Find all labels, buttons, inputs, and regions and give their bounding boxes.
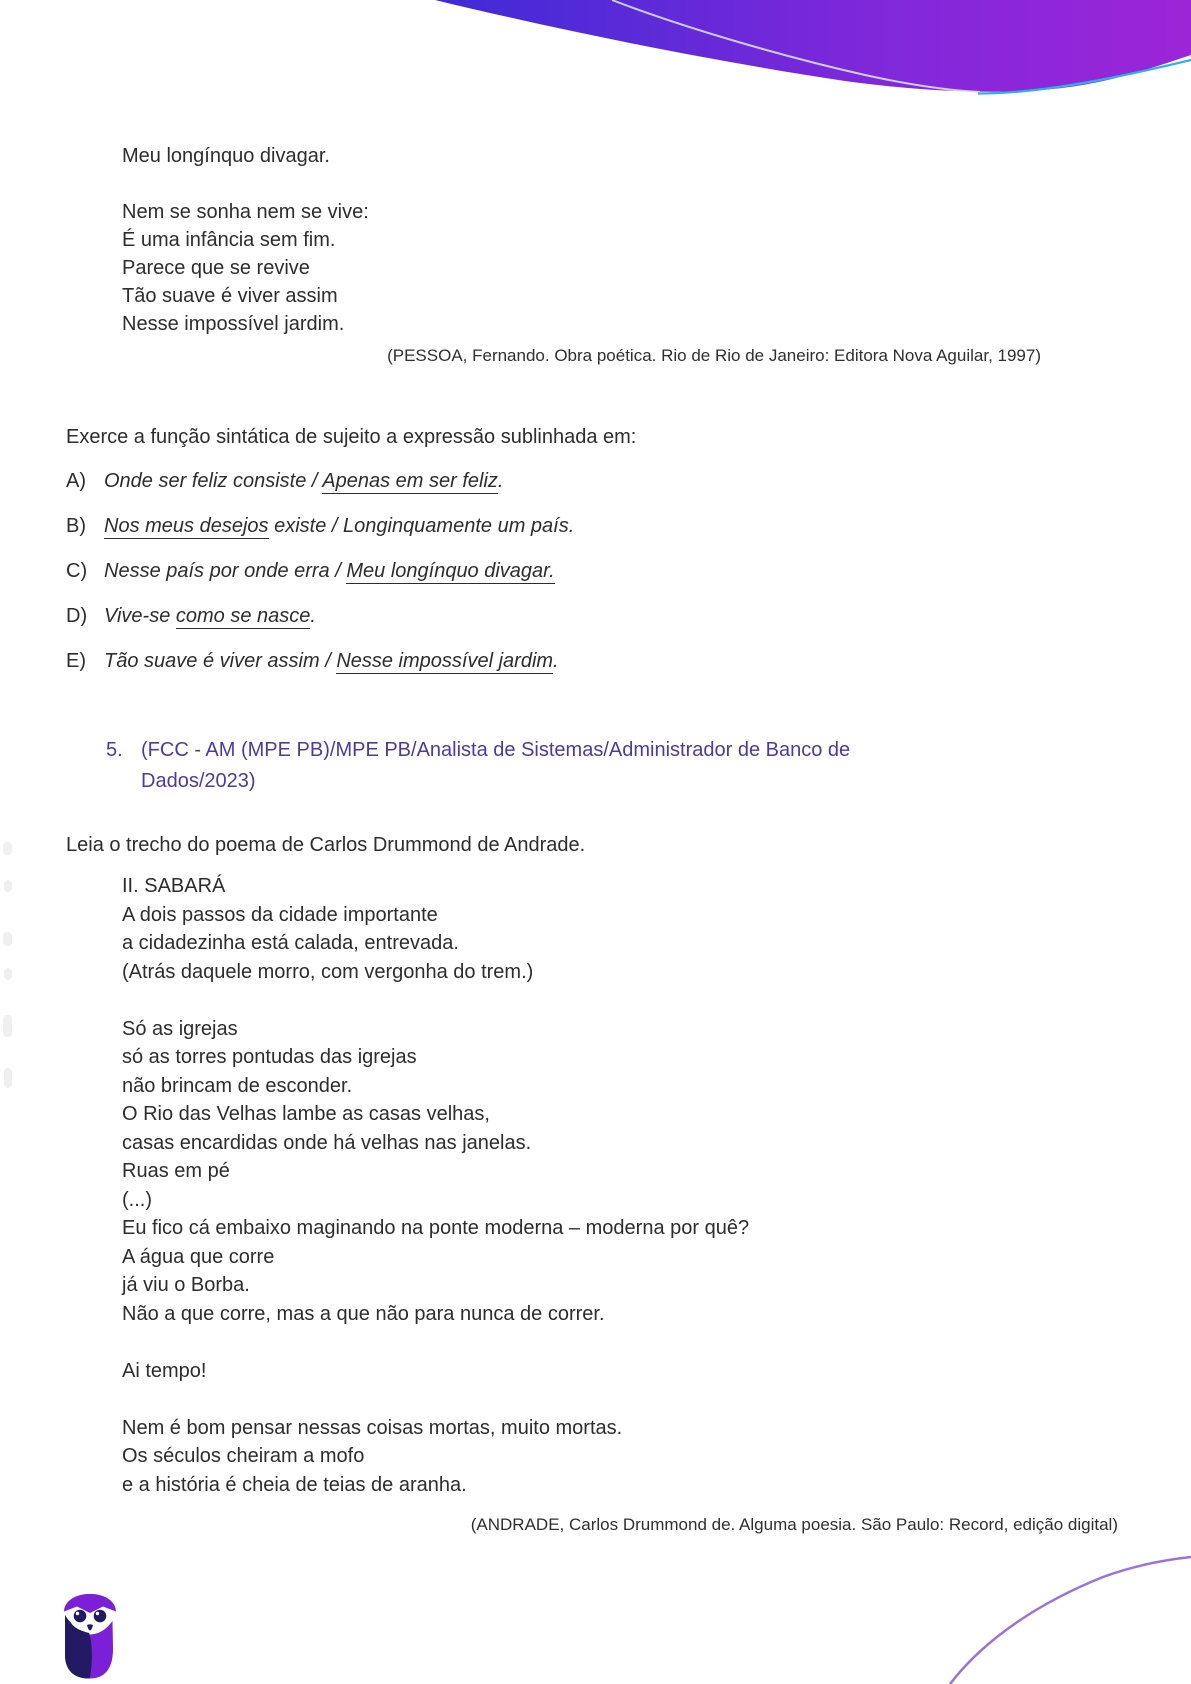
text-line: [122, 1385, 749, 1414]
header-wave-decoration: [0, 0, 1191, 130]
text-line: O Rio das Velhas lambe as casas velhas,: [122, 1103, 490, 1125]
option-B: [66, 512, 1066, 540]
option-E: [66, 647, 1066, 675]
underlined-phrase: Nesse impossível jardim: [336, 650, 554, 672]
text-line: A dois passos da cidade importante: [122, 903, 438, 926]
options-list: [66, 467, 1066, 675]
left-edge-scan-artifact: [0, 840, 20, 1100]
text-line: [122, 986, 749, 1015]
option-text: [104, 602, 316, 630]
option-letter: A): [66, 470, 86, 492]
option-text: [104, 512, 574, 540]
text-line: a cidadezinha está calada, entrevada.: [122, 932, 459, 954]
question5-header: [106, 735, 850, 797]
text-line: Ai tempo!: [122, 1359, 207, 1382]
phrase: Tão suave é viver assim /: [104, 650, 337, 672]
phrase: .: [553, 650, 559, 672]
text-line: já viu o Borba.: [122, 1274, 250, 1296]
underlined-phrase: Nos meus desejos: [104, 515, 269, 537]
text-line: Dados/2023): [141, 770, 256, 792]
question-stem: Exerce a função sintática de sujeito a expressão sublinhada em:: [66, 426, 637, 448]
header-wave-svg: [0, 0, 1191, 130]
estrategia-owl-logo: [63, 1585, 117, 1680]
underlined-phrase: Meu longínquo divagar.: [346, 560, 555, 582]
owl-icon: [63, 1585, 117, 1680]
poem-pessoa: [122, 142, 369, 338]
text-line: só as torres pontudas das igrejas: [122, 1046, 417, 1068]
option-A: [66, 467, 1066, 495]
question5-intro: Leia o trecho do poema de Carlos Drummond de Andrade.: [66, 834, 586, 856]
text-line: e a história é cheia de teias de aranha.: [122, 1473, 467, 1496]
owl-eye-right-iris: [94, 1610, 107, 1623]
text-line: (...): [122, 1188, 152, 1211]
option-letter: B): [66, 515, 86, 537]
wave-shape: [435, 0, 1191, 92]
text-line: (Atrás daquele morro, com vergonha do trem.): [122, 960, 534, 983]
question5-number: 5.: [106, 739, 123, 761]
text-line: A água que corre: [122, 1245, 275, 1268]
underlined-phrase: como se nasce: [175, 605, 311, 627]
poem-drummond: [122, 872, 749, 1499]
option-text: [104, 557, 555, 585]
owl-eye-left-iris: [74, 1610, 87, 1623]
text-line: casas encardidas onde há velhas nas janelas.: [122, 1131, 532, 1154]
phrase: existe / Longinquamente um país.: [268, 515, 575, 537]
underlined-phrase: Apenas em ser feliz: [322, 470, 498, 492]
text-line: Meu longínquo divagar.: [122, 145, 330, 167]
text-line: Nem se sonha nem se vive:: [122, 201, 369, 223]
citation-pessoa: (PESSOA, Fernando. Obra poética. Rio de Rio de Janeiro: Editora Nova Aguilar, 1997): [387, 346, 1041, 365]
phrase: .: [310, 605, 316, 627]
option-letter: C): [66, 560, 88, 582]
text-line: Tão suave é viver assim: [122, 285, 338, 307]
owl-eye-right-glint: [96, 1612, 99, 1615]
citation-andrade: (ANDRADE, Carlos Drummond de. Alguma poesia. São Paulo: Record, edição digital): [470, 1515, 1118, 1534]
phrase: Vive-se: [104, 605, 176, 627]
option-C: [66, 557, 1066, 585]
text-line: não brincam de esconder.: [122, 1074, 353, 1097]
text-line: É uma infância sem fim.: [122, 229, 336, 251]
text-line: Não a que corre, mas a que não para nunca de correr.: [122, 1302, 605, 1325]
option-text: [104, 467, 503, 495]
text-line: Ruas em pé: [122, 1160, 230, 1182]
phrase: Nesse país por onde erra /: [104, 560, 347, 582]
text-line: Parece que se revive: [122, 257, 310, 279]
text-line: [122, 170, 369, 198]
option-text: [104, 647, 559, 675]
text-line: Nem é bom pensar nessas coisas mortas, muito mortas.: [122, 1416, 623, 1439]
text-line: Os séculos cheiram a mofo: [122, 1445, 365, 1467]
option-D: [66, 602, 1066, 630]
owl-eye-left-glint: [76, 1612, 79, 1615]
text-line: Eu fico cá embaixo maginando na ponte moderna – moderna por quê?: [122, 1217, 750, 1239]
phrase: .: [497, 470, 504, 492]
option-letter: E): [66, 650, 86, 672]
footer-arc-svg: [941, 1549, 1191, 1684]
text-line: (FCC - AM (MPE PB)/MPE PB/Analista de Sistemas/Administrador de Banco de: [141, 739, 851, 761]
question5-header-text: [141, 735, 850, 797]
option-letter: D): [66, 605, 88, 627]
text-line: Nesse impossível jardim.: [122, 313, 345, 335]
footer-arc-decoration: [941, 1549, 1191, 1684]
text-line: [122, 1328, 749, 1357]
phrase: Onde ser feliz consiste /: [104, 470, 323, 492]
footer-arc-line: [950, 1557, 1191, 1684]
text-line: II. SABARÁ: [122, 875, 226, 897]
text-line: Só as igrejas: [122, 1017, 238, 1040]
